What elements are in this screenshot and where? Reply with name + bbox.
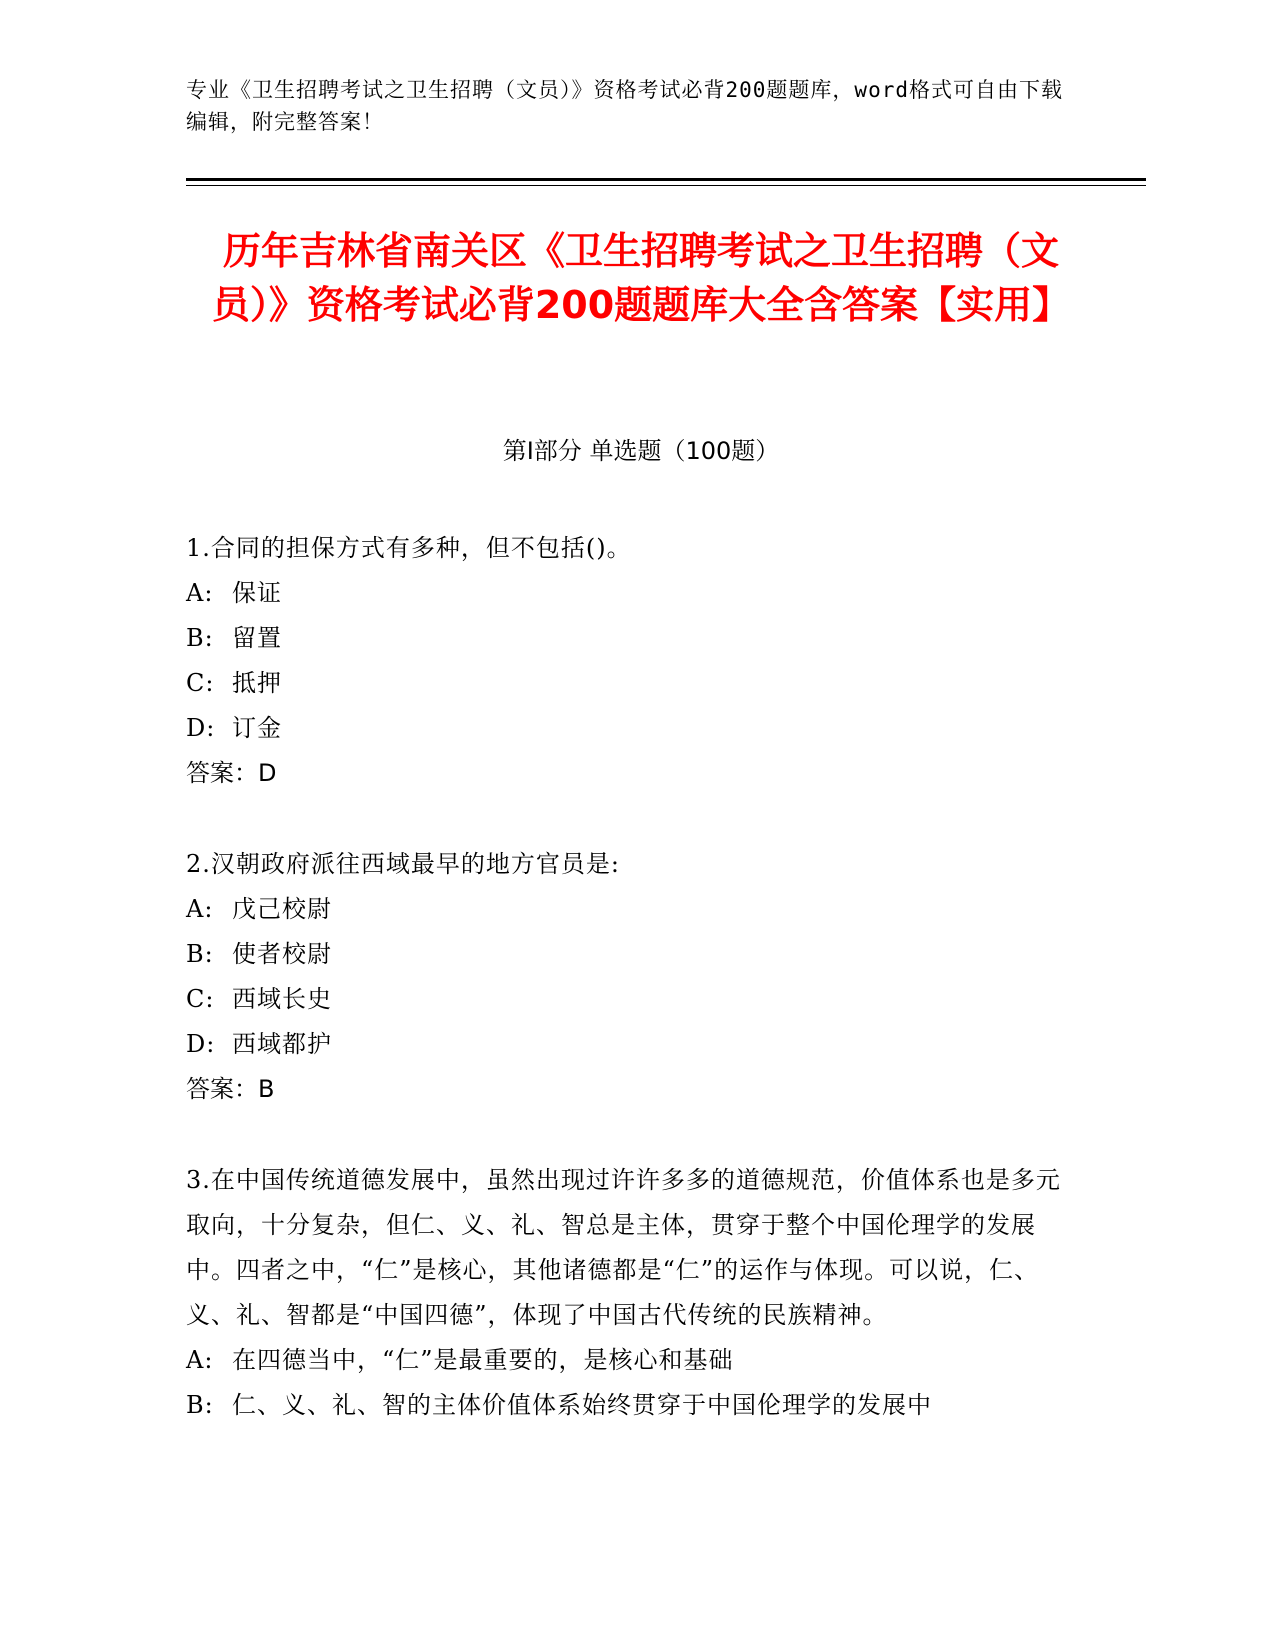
option-d [186, 706, 1066, 751]
option-text: 西域长史 [232, 985, 332, 1013]
question-3 [186, 1158, 1066, 1428]
option-letter: C: [186, 985, 215, 1013]
option-letter: B: [186, 1391, 214, 1419]
option-text: 仁、义、礼、智的主体价值体系始终贯穿于中国伦理学的发展中 [232, 1391, 932, 1419]
option-c [186, 977, 1066, 1022]
option-letter: C: [186, 669, 215, 697]
option-letter: D: [186, 1030, 216, 1058]
option-a [186, 1338, 1066, 1383]
question-stem: 1.合同的担保方式有多种，但不包括()。 [186, 534, 632, 562]
option-b [186, 932, 1066, 977]
option-text: 使者校尉 [232, 940, 332, 968]
option-c [186, 661, 1066, 706]
option-text: 留置 [232, 624, 282, 652]
question-1 [186, 526, 1066, 796]
option-letter: A: [186, 1346, 214, 1374]
document-title: 历年吉林省南关区《卫生招聘考试之卫生招聘（文员）》资格考试必背200题题库大全含答案【实用】 [211, 229, 1071, 327]
option-letter: A: [186, 895, 214, 923]
answer-line: 答案：D [186, 759, 277, 787]
option-letter: B: [186, 624, 214, 652]
header-note: 专业《卫生招聘考试之卫生招聘（文员）》资格考试必背200题题库，word格式可自由下载编辑，附完整答案！ [186, 78, 1063, 134]
option-letter: A: [186, 579, 214, 607]
option-a [186, 571, 1066, 616]
answer-line: 答案：B [186, 1075, 275, 1103]
section-heading: 第Ⅰ部分 单选题（100题） [502, 437, 780, 465]
option-b [186, 616, 1066, 661]
option-letter: B: [186, 940, 214, 968]
option-b [186, 1383, 1066, 1428]
question-2 [186, 842, 1066, 1112]
option-text: 保证 [232, 579, 282, 607]
header-rule-thick [186, 178, 1146, 181]
option-letter: D: [186, 714, 216, 742]
option-text: 西域都护 [232, 1030, 332, 1058]
option-a [186, 887, 1066, 932]
option-d [186, 1022, 1066, 1067]
question-stem: 3.在中国传统道德发展中，虽然出现过许许多多的道德规范，价值体系也是多元取向，十分复杂，但仁、义、礼、智总是主体，贯穿于整个中国伦理学的发展中。四者之中，“仁”是核心，其他诸德都是“仁”的运作与体现。可以说，仁、义、礼、智都是“中国四德”，体现了中国古代传统的民族精神。 [186, 1166, 1061, 1329]
question-stem: 2.汉朝政府派往西域最早的地方官员是: [186, 850, 620, 878]
option-text: 订金 [232, 714, 282, 742]
option-text: 抵押 [232, 669, 282, 697]
option-text: 戊己校尉 [232, 895, 332, 923]
header-rule-thin [186, 185, 1146, 186]
option-text: 在四德当中，“仁”是最重要的，是核心和基础 [232, 1346, 734, 1374]
